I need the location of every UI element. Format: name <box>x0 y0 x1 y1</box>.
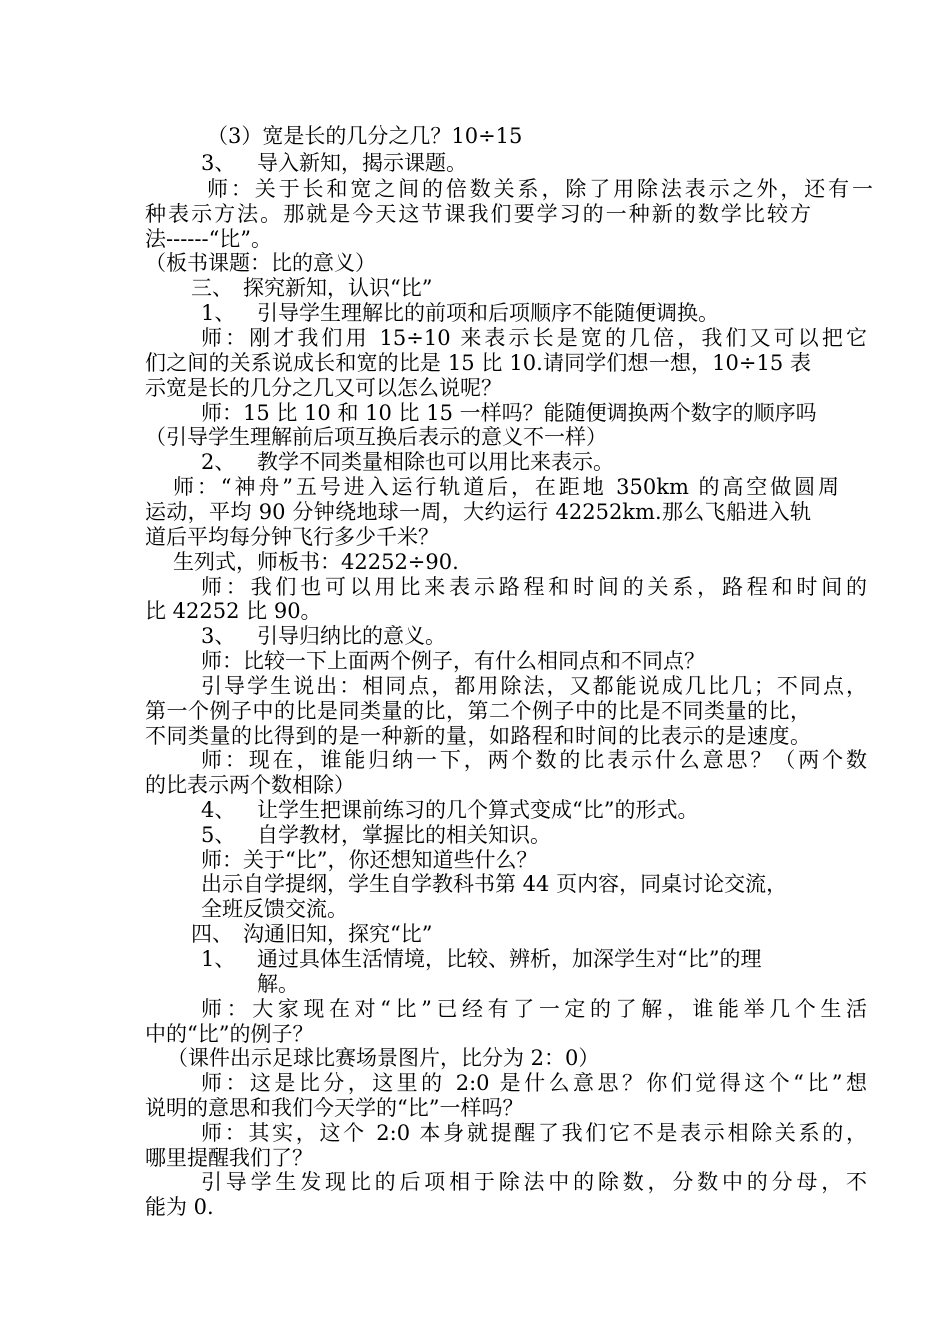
paragraph-line: 法------“比”。 <box>145 227 273 251</box>
paragraph-line: 师：其实，这个 2:0 本身就提醒了我们它不是表示相除关系的， <box>201 1121 867 1145</box>
section-item-3: 3、 导入新知，揭示课题。 <box>201 151 467 175</box>
paragraph-line: 师：现在，谁能归纳一下，两个数的比表示什么意思？（两个数 <box>201 748 867 772</box>
section-item-5: 5、 自学教材，掌握比的相关知识。 <box>201 823 551 847</box>
paragraph-line: 中的“比”的例子？ <box>145 1022 314 1046</box>
paragraph-line: 说明的意思和我们今天学的“比”一样吗？ <box>145 1096 524 1120</box>
text-line: （3）宽是长的几分之几？10÷15 <box>207 124 523 148</box>
paragraph-line: 比 42252 比 90。 <box>145 599 322 623</box>
paragraph-line: 引导学生发现比的后项相于除法中的除数，分数中的分母，不 <box>201 1170 867 1194</box>
paragraph-line: （引导学生理解前后项互换后表示的意义不一样） <box>145 425 607 449</box>
board-title-note: （板书课题：比的意义） <box>145 251 376 275</box>
paragraph-line: 示宽是长的几分之几又可以怎么说呢？ <box>145 376 502 400</box>
paragraph-line: 师：关于长和宽之间的倍数关系，除了用除法表示之外，还有一 <box>207 177 873 201</box>
paragraph-line: 师：刚才我们用 15÷10 来表示长是宽的几倍，我们又可以把它 <box>201 326 867 350</box>
paragraph-line: 种表示方法。那就是今天这节课我们要学习的一种新的数学比较方 <box>145 202 811 226</box>
section-item-1: 1、 引导学生理解比的前项和后项顺序不能随便调换。 <box>201 301 719 325</box>
paragraph-line: 全班反馈交流。 <box>201 897 348 921</box>
paragraph-line: 师：这是比分，这里的 2:0 是什么意思？你们觉得这个“比”想 <box>201 1071 867 1095</box>
section-item-2: 2、 教学不同类量相除也可以用比来表示。 <box>201 450 614 474</box>
paragraph-line: 师：“神舟”五号进入运行轨道后，在距地 350km 的高空做圆周 <box>173 475 839 499</box>
paragraph-line: 生列式，师板书：42252÷90. <box>173 550 459 574</box>
paragraph-line: 引导学生说出：相同点，都用除法，又都能说成几比几；不同点， <box>201 674 867 698</box>
paragraph-line: （课件出示足球比赛场景图片，比分为 2：0） <box>167 1046 600 1070</box>
paragraph-line: 的比表示两个数相除） <box>145 773 355 797</box>
paragraph-line: 师：关于“比”，你还想知道些什么？ <box>201 848 538 872</box>
paragraph-line: 不同类量的比得到的是一种新的量，如路程和时间的比表示的是速度。 <box>145 724 811 748</box>
paragraph-line: 师：比较一下上面两个例子，有什么相同点和不同点？ <box>201 649 705 673</box>
paragraph-line: 师：大家现在对“比”已经有了一定的了解，谁能举几个生活 <box>201 997 867 1021</box>
paragraph-line: 出示自学提纲，学生自学教科书第 44 页内容，同桌讨论交流， <box>201 872 788 896</box>
section-item-1: 1、 通过具体生活情境，比较、辨析，加深学生对“比”的理 <box>201 947 762 971</box>
paragraph-line: 第一个例子中的比是同类量的比，第二个例子中的比是不同类量的比， <box>145 699 811 723</box>
section-heading-3: 三、 探究新知，认识“比” <box>191 276 433 300</box>
paragraph-line: 哪里提醒我们了？ <box>145 1146 313 1170</box>
paragraph-line: 运动，平均 90 分钟绕地球一周，大约运行 42252km.那么飞船进入轨 <box>145 500 811 524</box>
paragraph-line: 解。 <box>257 972 299 996</box>
section-item-3: 3、 引导归纳比的意义。 <box>201 624 446 648</box>
paragraph-line: 们之间的关系说成长和宽的比是 15 比 10.请同学们想一想，10÷15 表 <box>145 351 811 375</box>
section-heading-4: 四、 沟通旧知，探究“比” <box>191 922 433 946</box>
paragraph-line: 师：15 比 10 和 10 比 15 一样吗？能随便调换两个数字的顺序吗 <box>201 401 817 425</box>
paragraph-line: 师：我们也可以用比来表示路程和时间的关系，路程和时间的 <box>201 575 867 599</box>
paragraph-line: 能为 0. <box>145 1195 214 1219</box>
paragraph-line: 道后平均每分钟飞行多少千米？ <box>145 525 439 549</box>
section-item-4: 4、 让学生把课前练习的几个算式变成“比”的形式。 <box>201 798 699 822</box>
